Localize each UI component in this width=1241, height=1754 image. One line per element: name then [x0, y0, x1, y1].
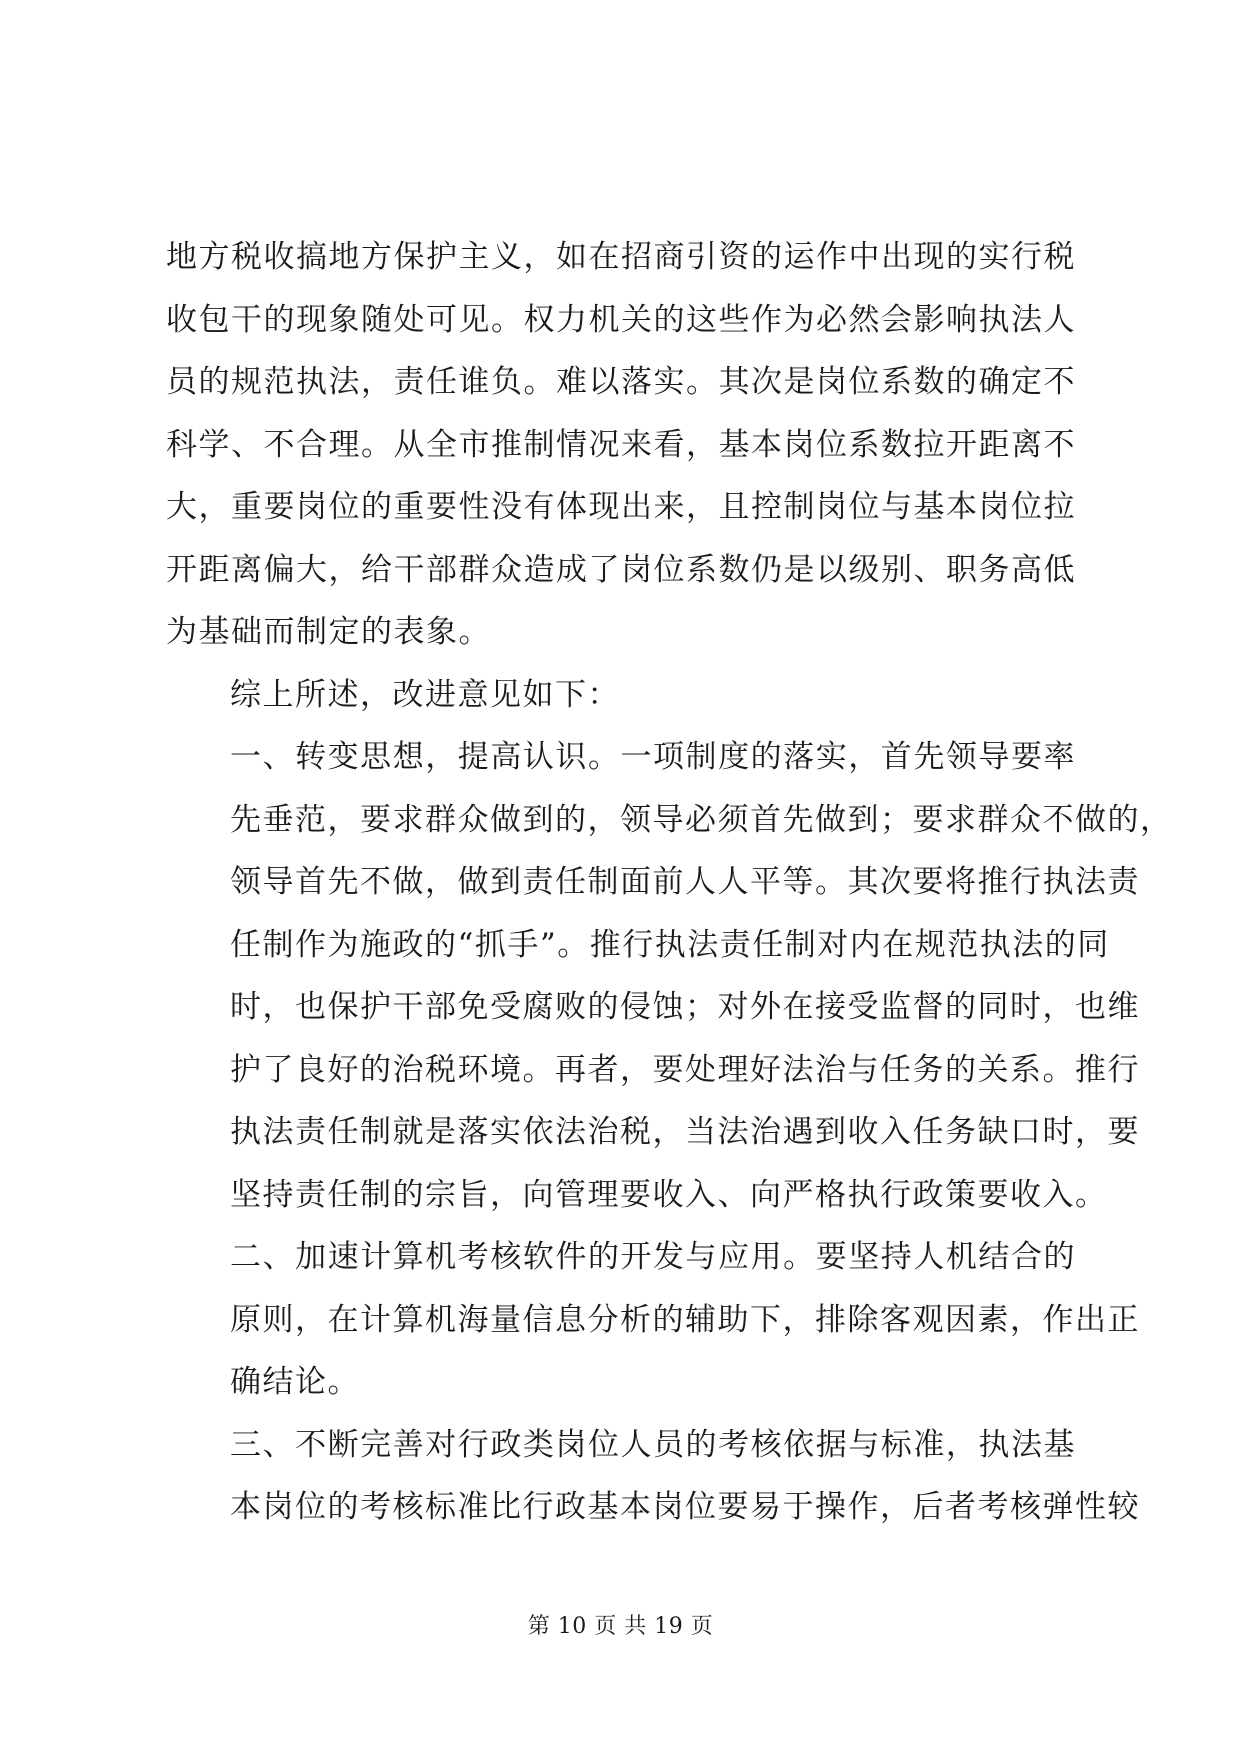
text-line: 三、不断完善对行政类岗位人员的考核依据与标准，执法基 — [230, 1426, 1076, 1463]
text-line: 本岗位的考核标准比行政基本岗位要易于操作，后者考核弹性较 — [230, 1489, 1140, 1525]
text-line: 收包干的现象随处可见。权力机关的这些作为必然会影响执法人 — [166, 301, 1076, 338]
text-line: 领导首先不做，做到责任制面前人人平等。其次要将推行执法责 — [230, 864, 1140, 900]
text-line: 确结论。 — [230, 1364, 360, 1400]
text-line: 原则，在计算机海量信息分析的辅助下，排除客观因素，作出正 — [230, 1301, 1140, 1338]
text-line: 大，重要岗位的重要性没有体现出来，且控制岗位与基本岗位拉 — [166, 489, 1076, 525]
paragraph — [166, 664, 1076, 727]
text-line: 员的规范执法，责任谁负。难以落实。其次是岗位系数的确定不 — [166, 364, 1076, 400]
paragraph — [166, 226, 1076, 664]
text-line: 时，也保护干部免受腐败的侵蚀；对外在接受监督的同时，也维 — [230, 989, 1140, 1025]
page-footer: 第 10 页 共 19 页 — [527, 1614, 714, 1639]
text-line: 二、加速计算机考核软件的开发与应用。要坚持人机结合的 — [230, 1239, 1076, 1275]
text-line: 地方税收搞地方保护主义，如在招商引资的运作中出现的实行税 — [166, 239, 1076, 275]
text-line: 综上所述，改进意见如下： — [230, 676, 620, 713]
text-line: 护了良好的治税环境。再者，要处理好法治与任务的关系。推行 — [230, 1051, 1140, 1088]
paragraph — [166, 1414, 1140, 1539]
paragraph — [166, 1226, 1140, 1414]
text-line: 先垂范，要求群众做到的，领导必须首先做到；要求群众不做的， — [230, 801, 1173, 838]
text-line: 坚持责任制的宗旨，向管理要收入、向严格执行政策要收入。 — [230, 1176, 1108, 1213]
text-line: 为基础而制定的表象。 — [166, 614, 491, 650]
text-line: 任制作为施政的“抓手”。推行执法责任制对内在规范执法的同 — [230, 926, 1110, 963]
text-line: 科学、不合理。从全市推制情况来看，基本岗位系数拉开距离不 — [166, 426, 1076, 463]
text-line: 执法责任制就是落实依法治税，当法治遇到收入任务缺口时，要 — [230, 1114, 1140, 1150]
document-body — [166, 226, 1173, 1539]
text-line: 一、转变思想，提高认识。一项制度的落实，首先领导要率 — [230, 739, 1076, 775]
paragraph — [166, 726, 1173, 1226]
text-line: 开距离偏大，给干部群众造成了岗位系数仍是以级别、职务高低 — [166, 551, 1076, 588]
